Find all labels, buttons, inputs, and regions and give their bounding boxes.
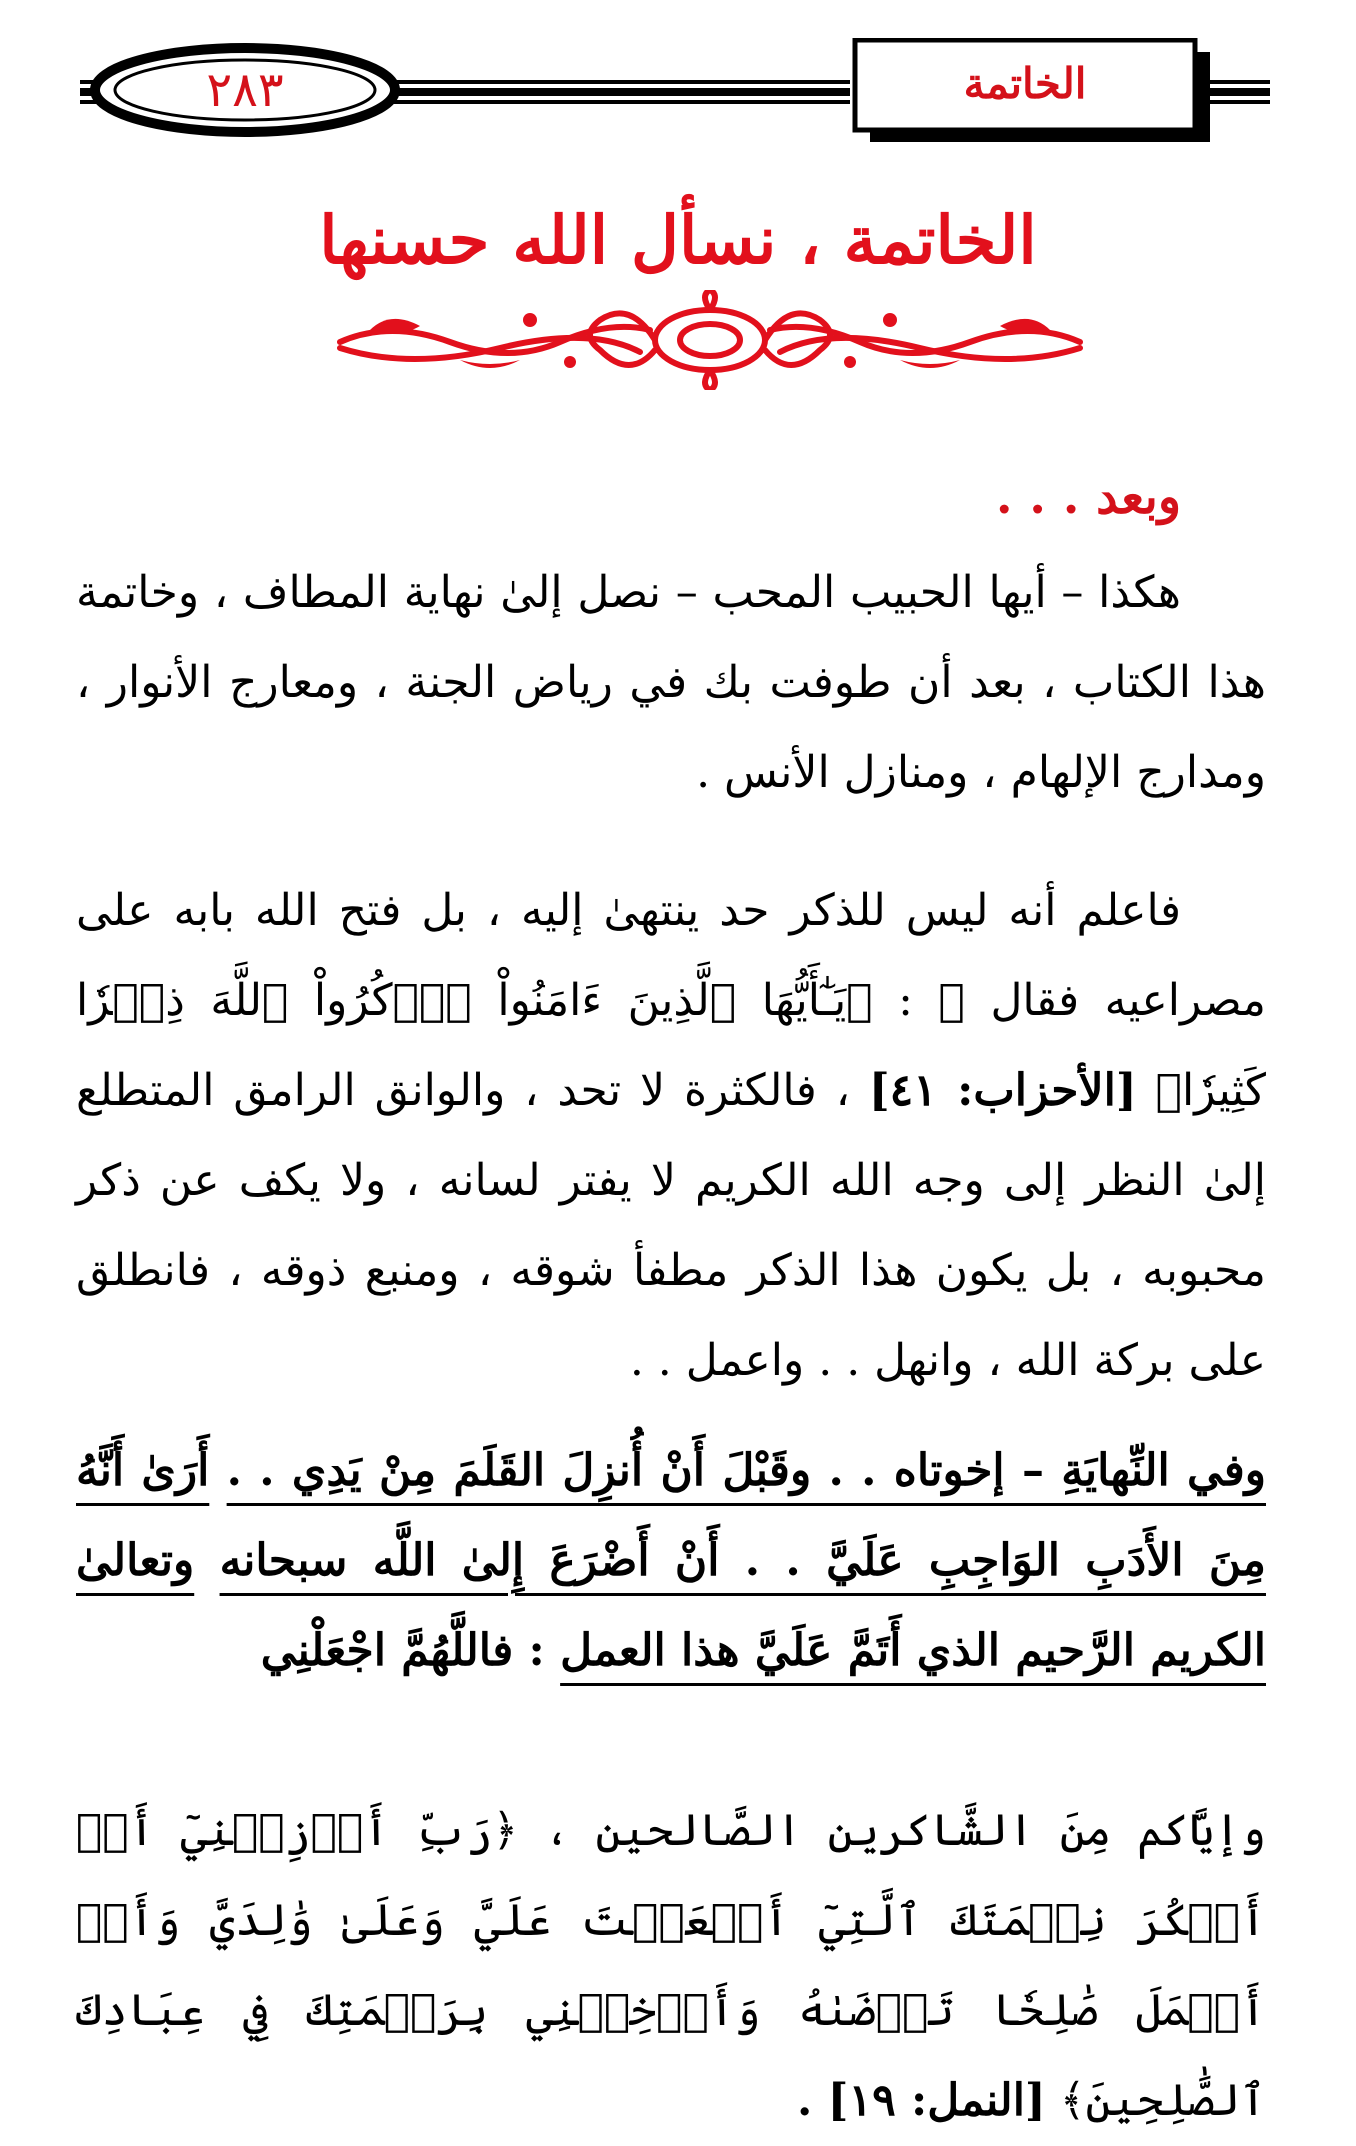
paragraph-2-text: فاعلم أنه ليس للذكر حد ينتهىٰ إليه ، بل فتح الله بابه على مصراعيه فقال ﷻ : xyxy=(76,885,1266,1026)
paragraph-3 xyxy=(76,1426,1266,1696)
chapter-label: الخاتمة xyxy=(963,59,1087,108)
lead-heading: وبعد . . . xyxy=(995,469,1181,525)
quran-verse: ﴿يَـٰٓأَيُّهَا ٱلَّذِينَ ءَامَنُواْ ٱذۡكُرُواْ ٱللَّهَ ذِكۡرٗا كَثِيرٗا﴾ xyxy=(76,975,1266,1116)
paragraph-4 xyxy=(76,1786,1266,2146)
paragraph-2 xyxy=(76,866,1266,1406)
paragraph-2-continued: ، فالكثرة لا تحد ، والوانق الرامق المتطلع إلىٰ النظر إلى وجه الله الكريم لا يفتر لسانه ، ولا يكف عن ذكر محبوبه ، بل يكون هذا الذكر مطفأ شوقه ، ومنبع ذوقه ، فانطلق على بركة الله ، وانهل . . واعمل . . xyxy=(76,1065,1266,1386)
paragraph-4-text: وإيَّاكم مِنَ الشَّاكرين الصَّالحين ، xyxy=(543,1805,1266,1856)
verse-reference-2: [النمل: ١٩] . xyxy=(796,2075,1046,2126)
paragraph-1: هكذا – أيها الحبيب المحب – نصل إلىٰ نهاية المطاف ، وخاتمة هذا الكتاب ، بعد أن طوفت بك في رياض الجنة ، ومعارج الأنوار ، ومدارج الإلهام ، ومنازل الأنس . xyxy=(76,567,1266,798)
quran-verse-2: ﴿رَبِّ أَوۡزِعۡنِيٓ أَنۡ أَشۡكُرَ نِعۡمَتَكَ ٱلَّتِيٓ أَنۡعَمۡتَ عَلَيَّ وَعَلَىٰ وَٰلِدَيَّ وَأَنۡ أَعۡمَلَ صَٰلِحٗا تَرۡضَىٰهُ وَأَدۡخِلۡنِي بِرَحۡمَتِكَ فِي عِبَادِكَ ٱلصَّٰلِحِينَ﴾ xyxy=(76,1805,1266,2126)
underlined-line-1: وفي النِّهايَةِ – إخوتاه . . وقَبْلَ أَنْ أُنزِلَ القَلَمَ مِنْ يَدِي . . xyxy=(226,1445,1266,1496)
verse-reference: [الأحزاب: ٤١] xyxy=(868,1065,1137,1116)
page-number: ٢٨٣ xyxy=(206,62,284,118)
title-ornament xyxy=(330,290,1090,390)
page-title: الخاتمة ، نسأل الله حسنها xyxy=(319,201,1037,279)
running-header xyxy=(80,38,1270,158)
underlined-line-3: وتعالىٰ الكريم الرَّحيم الذي أَتَمَّ عَلَيَّ هذا العمل xyxy=(76,1535,1266,1676)
paragraph-3-continued: : فاللَّهُمَّ اجْعَلْنِي xyxy=(260,1625,545,1676)
underlined-line-2: أَرَىٰ أَنَّهُ مِنَ الأَدَبِ الوَاجِبِ عَلَيَّ . . أَنْ أَضْرَعَ إِلىٰ اللَّه سبحانه xyxy=(76,1445,1266,1586)
